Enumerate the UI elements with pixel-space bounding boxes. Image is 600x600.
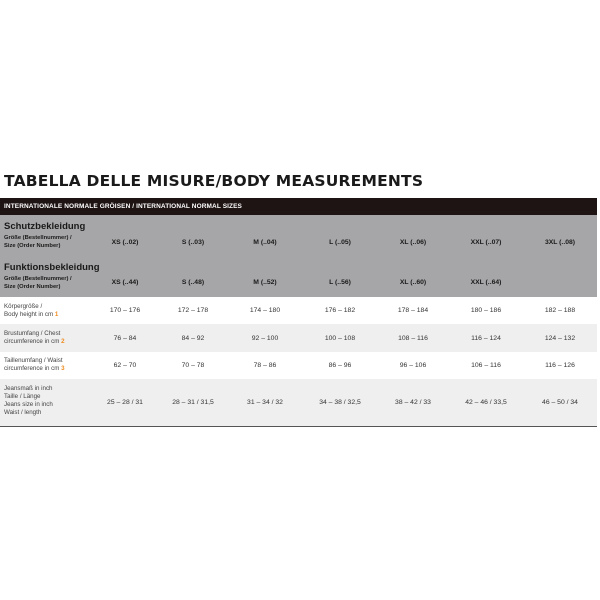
table-cell: 28 – 31 / 31,5	[172, 399, 214, 406]
row-label: Körpergröße / Body height in cm 1	[4, 303, 59, 318]
table-cell: 176 – 182	[324, 307, 356, 314]
size-cell: XS (..44)	[111, 279, 139, 286]
table-row-chest	[0, 324, 597, 352]
table-cell: 172 – 178	[177, 307, 209, 314]
category-funktionsbekleidung: Funktionsbekleidung	[4, 262, 100, 273]
table-cell: 96 – 106	[399, 362, 427, 369]
table-cell: 116 – 126	[545, 362, 575, 369]
table-cell: 178 – 184	[397, 307, 429, 314]
size-cell: L (..05)	[329, 239, 351, 246]
size-cell: S (..03)	[181, 239, 205, 246]
table-cell: 106 – 116	[471, 362, 501, 369]
table-row-jeans	[0, 379, 597, 426]
size-cell: L (..56)	[329, 279, 351, 286]
table-cell: 78 – 86	[253, 362, 277, 369]
table-cell: 182 – 188	[544, 307, 576, 314]
table-cell: 25 – 28 / 31	[107, 399, 143, 406]
table-cell: 92 – 100	[251, 335, 279, 342]
section-band: INTERNATIONALE NORMALE GRÖISEN / INTERNATIONAL NORMAL SIZES	[0, 198, 597, 215]
table-row-waist	[0, 352, 597, 379]
table-cell: 31 – 34 / 32	[247, 399, 283, 406]
row-label: Taillenumfang / Waist circumference in cm 3	[4, 357, 65, 372]
category-schutzbekleidung: Schutzbekleidung	[4, 221, 86, 232]
table-cell: 84 – 92	[181, 335, 205, 342]
table-row-body-height	[0, 297, 597, 324]
table-cell: 108 – 116	[398, 335, 428, 342]
table-cell: 86 – 96	[328, 362, 352, 369]
size-header	[0, 215, 597, 297]
size-cell: XS (..02)	[111, 239, 139, 246]
table-cell: 124 – 132	[544, 335, 576, 342]
table-cell: 46 – 50 / 34	[542, 399, 578, 406]
size-cell: XL (..06)	[399, 239, 427, 246]
table-cell: 180 – 186	[470, 307, 502, 314]
size-cell: XXL (..07)	[470, 239, 502, 246]
table-cell: 116 – 124	[471, 335, 501, 342]
table-cell: 100 – 108	[324, 335, 356, 342]
table-cell: 70 – 78	[181, 362, 205, 369]
row-label: Brustumfang / Chest circumference in cm 2	[4, 330, 65, 345]
row-label: Jeansmaß in inch Taille / Länge Jeans size in inch Waist / length	[4, 385, 53, 416]
size-cell: 3XL (..08)	[544, 239, 576, 246]
footnote-number: 2	[61, 338, 65, 345]
table-cell: 42 – 46 / 33,5	[465, 399, 507, 406]
table-cell: 34 – 38 / 32,5	[319, 399, 361, 406]
table-cell: 76 – 84	[113, 335, 137, 342]
table-cell: 38 – 42 / 33	[395, 399, 431, 406]
size-cell: M (..04)	[253, 239, 277, 246]
size-cell: M (..52)	[253, 279, 277, 286]
size-cell: XXL (..64)	[470, 279, 502, 286]
size-label-schutz: Größe (Bestellnummer) / Size (Order Number)	[4, 235, 72, 249]
table-bottom-rule	[0, 426, 597, 427]
table-cell: 62 – 70	[113, 362, 137, 369]
size-cell: XL (..60)	[399, 279, 427, 286]
size-label-funktion: Größe (Bestellnummer) / Size (Order Number)	[4, 276, 72, 290]
size-cell: S (..48)	[181, 279, 205, 286]
page-title: TABELLA DELLE MISURE/BODY MEASUREMENTS	[4, 172, 424, 190]
footnote-number: 3	[61, 365, 65, 372]
table-cell: 174 – 180	[249, 307, 281, 314]
table-cell: 170 – 176	[109, 307, 141, 314]
footnote-number: 1	[54, 311, 59, 318]
